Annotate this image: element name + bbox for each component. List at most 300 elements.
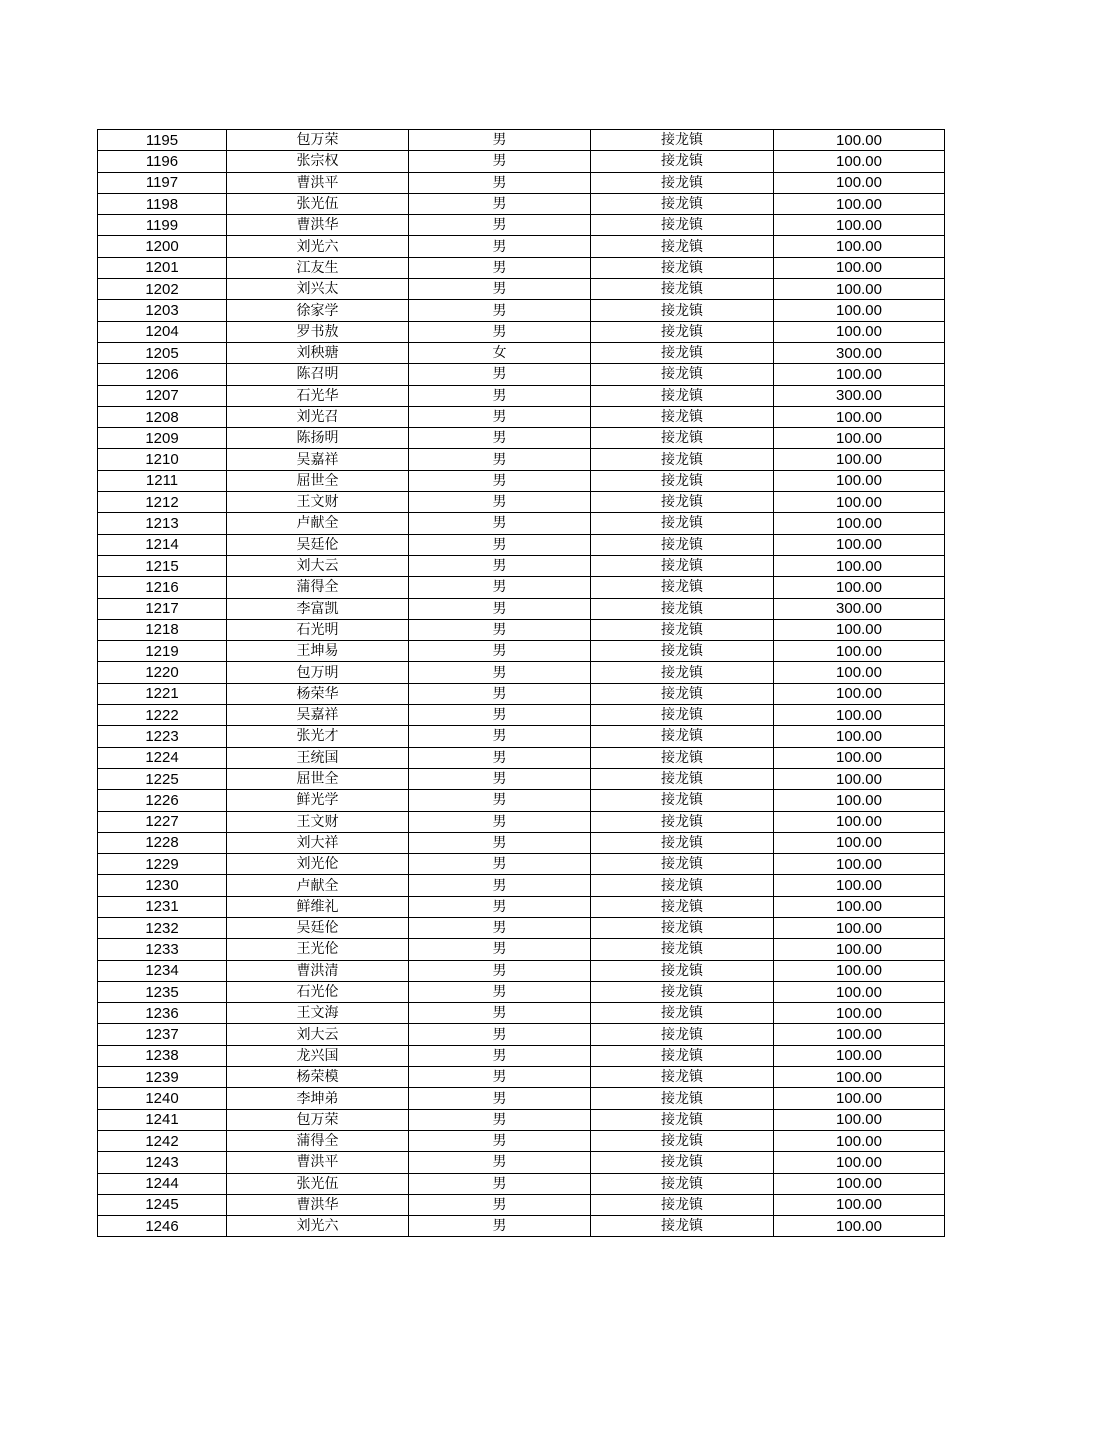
cell-town: 接龙镇 <box>591 1024 774 1045</box>
cell-town: 接龙镇 <box>591 747 774 768</box>
cell-amount: 100.00 <box>774 215 945 236</box>
cell-amount: 100.00 <box>774 130 945 151</box>
table-body <box>98 130 945 1237</box>
cell-number: 1240 <box>98 1088 227 1109</box>
table-row <box>98 215 945 236</box>
cell-name: 罗书敖 <box>227 321 409 342</box>
cell-amount: 100.00 <box>774 981 945 1002</box>
cell-name: 包万明 <box>227 662 409 683</box>
cell-amount: 100.00 <box>774 1130 945 1151</box>
cell-town: 接龙镇 <box>591 215 774 236</box>
cell-number: 1235 <box>98 981 227 1002</box>
cell-amount: 100.00 <box>774 875 945 896</box>
table-row <box>98 193 945 214</box>
cell-gender: 男 <box>409 151 591 172</box>
cell-gender: 男 <box>409 257 591 278</box>
cell-town: 接龙镇 <box>591 577 774 598</box>
cell-town: 接龙镇 <box>591 1130 774 1151</box>
cell-name: 屈世全 <box>227 470 409 491</box>
cell-name: 徐家学 <box>227 300 409 321</box>
cell-number: 1234 <box>98 960 227 981</box>
cell-name: 吴嘉祥 <box>227 449 409 470</box>
cell-name: 王光伦 <box>227 939 409 960</box>
cell-town: 接龙镇 <box>591 130 774 151</box>
table-row <box>98 555 945 576</box>
cell-town: 接龙镇 <box>591 555 774 576</box>
cell-amount: 100.00 <box>774 1067 945 1088</box>
cell-number: 1206 <box>98 364 227 385</box>
cell-town: 接龙镇 <box>591 172 774 193</box>
cell-number: 1196 <box>98 151 227 172</box>
table-row <box>98 342 945 363</box>
cell-amount: 100.00 <box>774 1024 945 1045</box>
cell-amount: 100.00 <box>774 939 945 960</box>
cell-town: 接龙镇 <box>591 151 774 172</box>
cell-number: 1217 <box>98 598 227 619</box>
cell-gender: 男 <box>409 1216 591 1237</box>
cell-name: 张光伍 <box>227 1173 409 1194</box>
table-row <box>98 598 945 619</box>
cell-number: 1244 <box>98 1173 227 1194</box>
cell-name: 刘光伦 <box>227 854 409 875</box>
cell-gender: 男 <box>409 1173 591 1194</box>
cell-amount: 100.00 <box>774 960 945 981</box>
cell-name: 屈世全 <box>227 768 409 789</box>
cell-number: 1211 <box>98 470 227 491</box>
cell-amount: 100.00 <box>774 683 945 704</box>
cell-amount: 100.00 <box>774 726 945 747</box>
table-row <box>98 641 945 662</box>
cell-town: 接龙镇 <box>591 1152 774 1173</box>
cell-number: 1210 <box>98 449 227 470</box>
cell-amount: 100.00 <box>774 151 945 172</box>
table-row <box>98 896 945 917</box>
cell-number: 1201 <box>98 257 227 278</box>
cell-gender: 男 <box>409 1024 591 1045</box>
cell-town: 接龙镇 <box>591 321 774 342</box>
cell-gender: 男 <box>409 470 591 491</box>
cell-town: 接龙镇 <box>591 406 774 427</box>
cell-amount: 100.00 <box>774 1109 945 1130</box>
table-row <box>98 768 945 789</box>
cell-town: 接龙镇 <box>591 811 774 832</box>
cell-gender: 男 <box>409 1003 591 1024</box>
cell-number: 1224 <box>98 747 227 768</box>
table-row <box>98 1216 945 1237</box>
cell-number: 1226 <box>98 790 227 811</box>
cell-town: 接龙镇 <box>591 193 774 214</box>
cell-amount: 100.00 <box>774 1194 945 1215</box>
cell-name: 卢献全 <box>227 875 409 896</box>
cell-gender: 男 <box>409 385 591 406</box>
cell-name: 吴廷伦 <box>227 917 409 938</box>
cell-name: 王坤易 <box>227 641 409 662</box>
table-row <box>98 811 945 832</box>
cell-name: 杨荣模 <box>227 1067 409 1088</box>
table-row <box>98 470 945 491</box>
cell-name: 石光明 <box>227 619 409 640</box>
table-row <box>98 1003 945 1024</box>
cell-town: 接龙镇 <box>591 854 774 875</box>
cell-town: 接龙镇 <box>591 300 774 321</box>
cell-gender: 男 <box>409 577 591 598</box>
cell-number: 1199 <box>98 215 227 236</box>
cell-amount: 300.00 <box>774 385 945 406</box>
cell-town: 接龙镇 <box>591 641 774 662</box>
cell-town: 接龙镇 <box>591 790 774 811</box>
cell-amount: 100.00 <box>774 832 945 853</box>
table-row <box>98 619 945 640</box>
cell-town: 接龙镇 <box>591 683 774 704</box>
cell-town: 接龙镇 <box>591 875 774 896</box>
cell-name: 陈召明 <box>227 364 409 385</box>
cell-amount: 100.00 <box>774 406 945 427</box>
cell-gender: 男 <box>409 811 591 832</box>
cell-town: 接龙镇 <box>591 598 774 619</box>
cell-gender: 男 <box>409 875 591 896</box>
table-row <box>98 151 945 172</box>
cell-name: 包万荣 <box>227 130 409 151</box>
cell-gender: 男 <box>409 364 591 385</box>
cell-amount: 100.00 <box>774 449 945 470</box>
cell-name: 张宗权 <box>227 151 409 172</box>
cell-number: 1220 <box>98 662 227 683</box>
table-row <box>98 832 945 853</box>
table-row <box>98 726 945 747</box>
table-row <box>98 534 945 555</box>
table-row <box>98 492 945 513</box>
cell-gender: 男 <box>409 172 591 193</box>
cell-name: 卢献全 <box>227 513 409 534</box>
cell-gender: 男 <box>409 555 591 576</box>
table-row <box>98 1194 945 1215</box>
table-row <box>98 854 945 875</box>
cell-name: 曹洪平 <box>227 1152 409 1173</box>
cell-name: 刘大祥 <box>227 832 409 853</box>
cell-amount: 100.00 <box>774 577 945 598</box>
cell-number: 1202 <box>98 279 227 300</box>
cell-number: 1207 <box>98 385 227 406</box>
cell-town: 接龙镇 <box>591 1045 774 1066</box>
cell-name: 包万荣 <box>227 1109 409 1130</box>
cell-town: 接龙镇 <box>591 939 774 960</box>
cell-gender: 男 <box>409 300 591 321</box>
cell-amount: 100.00 <box>774 193 945 214</box>
cell-amount: 100.00 <box>774 896 945 917</box>
table-row <box>98 449 945 470</box>
cell-number: 1236 <box>98 1003 227 1024</box>
cell-town: 接龙镇 <box>591 1088 774 1109</box>
cell-gender: 男 <box>409 683 591 704</box>
cell-number: 1230 <box>98 875 227 896</box>
cell-number: 1198 <box>98 193 227 214</box>
cell-gender: 男 <box>409 619 591 640</box>
cell-name: 刘光六 <box>227 1216 409 1237</box>
cell-name: 刘大云 <box>227 555 409 576</box>
cell-number: 1231 <box>98 896 227 917</box>
cell-name: 曹洪华 <box>227 1194 409 1215</box>
cell-town: 接龙镇 <box>591 1003 774 1024</box>
cell-name: 曹洪华 <box>227 215 409 236</box>
table-row <box>98 428 945 449</box>
cell-name: 刘秧瑭 <box>227 342 409 363</box>
table-row <box>98 1045 945 1066</box>
cell-amount: 100.00 <box>774 1088 945 1109</box>
cell-amount: 100.00 <box>774 257 945 278</box>
cell-number: 1200 <box>98 236 227 257</box>
cell-town: 接龙镇 <box>591 832 774 853</box>
cell-gender: 男 <box>409 1067 591 1088</box>
cell-gender: 男 <box>409 790 591 811</box>
cell-number: 1242 <box>98 1130 227 1151</box>
cell-gender: 男 <box>409 598 591 619</box>
table-row <box>98 385 945 406</box>
cell-gender: 男 <box>409 534 591 555</box>
table-row <box>98 662 945 683</box>
table-row <box>98 1173 945 1194</box>
table-row <box>98 939 945 960</box>
table-row <box>98 705 945 726</box>
cell-gender: 男 <box>409 641 591 662</box>
cell-amount: 100.00 <box>774 641 945 662</box>
cell-number: 1245 <box>98 1194 227 1215</box>
cell-gender: 男 <box>409 428 591 449</box>
cell-number: 1246 <box>98 1216 227 1237</box>
cell-town: 接龙镇 <box>591 534 774 555</box>
cell-name: 刘大云 <box>227 1024 409 1045</box>
cell-gender: 男 <box>409 513 591 534</box>
table-row <box>98 1152 945 1173</box>
table-row <box>98 747 945 768</box>
cell-number: 1221 <box>98 683 227 704</box>
cell-town: 接龙镇 <box>591 449 774 470</box>
table-row <box>98 279 945 300</box>
cell-gender: 男 <box>409 1109 591 1130</box>
cell-amount: 100.00 <box>774 768 945 789</box>
table-row <box>98 321 945 342</box>
cell-number: 1216 <box>98 577 227 598</box>
cell-number: 1229 <box>98 854 227 875</box>
table-row <box>98 1109 945 1130</box>
cell-town: 接龙镇 <box>591 342 774 363</box>
cell-name: 吴嘉祥 <box>227 705 409 726</box>
cell-town: 接龙镇 <box>591 470 774 491</box>
cell-gender: 男 <box>409 449 591 470</box>
cell-amount: 100.00 <box>774 1152 945 1173</box>
cell-number: 1204 <box>98 321 227 342</box>
cell-name: 王文财 <box>227 811 409 832</box>
cell-amount: 100.00 <box>774 1003 945 1024</box>
cell-amount: 100.00 <box>774 854 945 875</box>
cell-number: 1232 <box>98 917 227 938</box>
cell-amount: 100.00 <box>774 470 945 491</box>
cell-name: 石光华 <box>227 385 409 406</box>
cell-town: 接龙镇 <box>591 428 774 449</box>
cell-amount: 100.00 <box>774 1216 945 1237</box>
cell-town: 接龙镇 <box>591 513 774 534</box>
cell-number: 1237 <box>98 1024 227 1045</box>
cell-number: 1203 <box>98 300 227 321</box>
table-row <box>98 1130 945 1151</box>
cell-gender: 男 <box>409 768 591 789</box>
cell-amount: 100.00 <box>774 917 945 938</box>
cell-number: 1213 <box>98 513 227 534</box>
cell-town: 接龙镇 <box>591 236 774 257</box>
cell-amount: 100.00 <box>774 747 945 768</box>
cell-number: 1208 <box>98 406 227 427</box>
cell-gender: 女 <box>409 342 591 363</box>
cell-number: 1218 <box>98 619 227 640</box>
cell-name: 江友生 <box>227 257 409 278</box>
cell-gender: 男 <box>409 193 591 214</box>
cell-number: 1205 <box>98 342 227 363</box>
cell-gender: 男 <box>409 1194 591 1215</box>
cell-amount: 100.00 <box>774 300 945 321</box>
cell-name: 龙兴国 <box>227 1045 409 1066</box>
cell-amount: 100.00 <box>774 790 945 811</box>
cell-number: 1228 <box>98 832 227 853</box>
cell-gender: 男 <box>409 130 591 151</box>
cell-town: 接龙镇 <box>591 662 774 683</box>
cell-gender: 男 <box>409 726 591 747</box>
data-table <box>97 129 945 1237</box>
cell-amount: 100.00 <box>774 705 945 726</box>
cell-gender: 男 <box>409 960 591 981</box>
cell-number: 1227 <box>98 811 227 832</box>
cell-amount: 100.00 <box>774 279 945 300</box>
cell-name: 吴廷伦 <box>227 534 409 555</box>
cell-name: 杨荣华 <box>227 683 409 704</box>
cell-number: 1241 <box>98 1109 227 1130</box>
cell-gender: 男 <box>409 279 591 300</box>
cell-number: 1197 <box>98 172 227 193</box>
cell-town: 接龙镇 <box>591 960 774 981</box>
cell-name: 王文财 <box>227 492 409 513</box>
cell-amount: 100.00 <box>774 513 945 534</box>
cell-name: 石光伦 <box>227 981 409 1002</box>
cell-gender: 男 <box>409 747 591 768</box>
cell-amount: 100.00 <box>774 492 945 513</box>
cell-amount: 300.00 <box>774 342 945 363</box>
cell-gender: 男 <box>409 236 591 257</box>
cell-gender: 男 <box>409 406 591 427</box>
cell-gender: 男 <box>409 1088 591 1109</box>
table-row <box>98 917 945 938</box>
table-row <box>98 875 945 896</box>
cell-number: 1238 <box>98 1045 227 1066</box>
cell-gender: 男 <box>409 1152 591 1173</box>
cell-gender: 男 <box>409 662 591 683</box>
cell-gender: 男 <box>409 705 591 726</box>
cell-amount: 100.00 <box>774 321 945 342</box>
cell-gender: 男 <box>409 854 591 875</box>
cell-name: 曹洪平 <box>227 172 409 193</box>
cell-name: 鲜光学 <box>227 790 409 811</box>
cell-amount: 300.00 <box>774 598 945 619</box>
cell-town: 接龙镇 <box>591 492 774 513</box>
cell-town: 接龙镇 <box>591 768 774 789</box>
cell-number: 1233 <box>98 939 227 960</box>
cell-town: 接龙镇 <box>591 1067 774 1088</box>
cell-gender: 男 <box>409 981 591 1002</box>
table-row <box>98 960 945 981</box>
cell-amount: 100.00 <box>774 619 945 640</box>
cell-number: 1212 <box>98 492 227 513</box>
table-row <box>98 257 945 278</box>
cell-name: 刘光召 <box>227 406 409 427</box>
cell-town: 接龙镇 <box>591 257 774 278</box>
table-row <box>98 172 945 193</box>
cell-number: 1243 <box>98 1152 227 1173</box>
cell-name: 刘兴太 <box>227 279 409 300</box>
cell-number: 1219 <box>98 641 227 662</box>
cell-gender: 男 <box>409 215 591 236</box>
table-row <box>98 130 945 151</box>
cell-amount: 100.00 <box>774 428 945 449</box>
cell-amount: 100.00 <box>774 811 945 832</box>
table-row <box>98 300 945 321</box>
cell-amount: 100.00 <box>774 1045 945 1066</box>
cell-name: 陈扬明 <box>227 428 409 449</box>
cell-number: 1214 <box>98 534 227 555</box>
cell-name: 王文海 <box>227 1003 409 1024</box>
cell-town: 接龙镇 <box>591 1216 774 1237</box>
cell-town: 接龙镇 <box>591 619 774 640</box>
cell-amount: 100.00 <box>774 534 945 555</box>
cell-gender: 男 <box>409 896 591 917</box>
cell-name: 张光才 <box>227 726 409 747</box>
cell-gender: 男 <box>409 1045 591 1066</box>
cell-number: 1239 <box>98 1067 227 1088</box>
cell-number: 1209 <box>98 428 227 449</box>
table-row <box>98 1088 945 1109</box>
table-row <box>98 1067 945 1088</box>
table-row <box>98 1024 945 1045</box>
cell-gender: 男 <box>409 321 591 342</box>
cell-name: 鲜维礼 <box>227 896 409 917</box>
cell-town: 接龙镇 <box>591 1173 774 1194</box>
cell-amount: 100.00 <box>774 236 945 257</box>
cell-name: 李坤弟 <box>227 1088 409 1109</box>
cell-name: 蒲得全 <box>227 577 409 598</box>
cell-amount: 100.00 <box>774 662 945 683</box>
table-row <box>98 236 945 257</box>
cell-name: 李富凯 <box>227 598 409 619</box>
table-row <box>98 513 945 534</box>
cell-gender: 男 <box>409 939 591 960</box>
cell-town: 接龙镇 <box>591 917 774 938</box>
cell-town: 接龙镇 <box>591 705 774 726</box>
cell-gender: 男 <box>409 492 591 513</box>
cell-amount: 100.00 <box>774 364 945 385</box>
cell-gender: 男 <box>409 832 591 853</box>
cell-name: 刘光六 <box>227 236 409 257</box>
cell-amount: 100.00 <box>774 1173 945 1194</box>
cell-town: 接龙镇 <box>591 364 774 385</box>
cell-name: 张光伍 <box>227 193 409 214</box>
cell-number: 1223 <box>98 726 227 747</box>
cell-number: 1195 <box>98 130 227 151</box>
cell-town: 接龙镇 <box>591 981 774 1002</box>
cell-town: 接龙镇 <box>591 726 774 747</box>
cell-gender: 男 <box>409 1130 591 1151</box>
cell-town: 接龙镇 <box>591 385 774 406</box>
cell-gender: 男 <box>409 917 591 938</box>
cell-amount: 100.00 <box>774 555 945 576</box>
cell-town: 接龙镇 <box>591 279 774 300</box>
cell-number: 1222 <box>98 705 227 726</box>
cell-name: 王统国 <box>227 747 409 768</box>
